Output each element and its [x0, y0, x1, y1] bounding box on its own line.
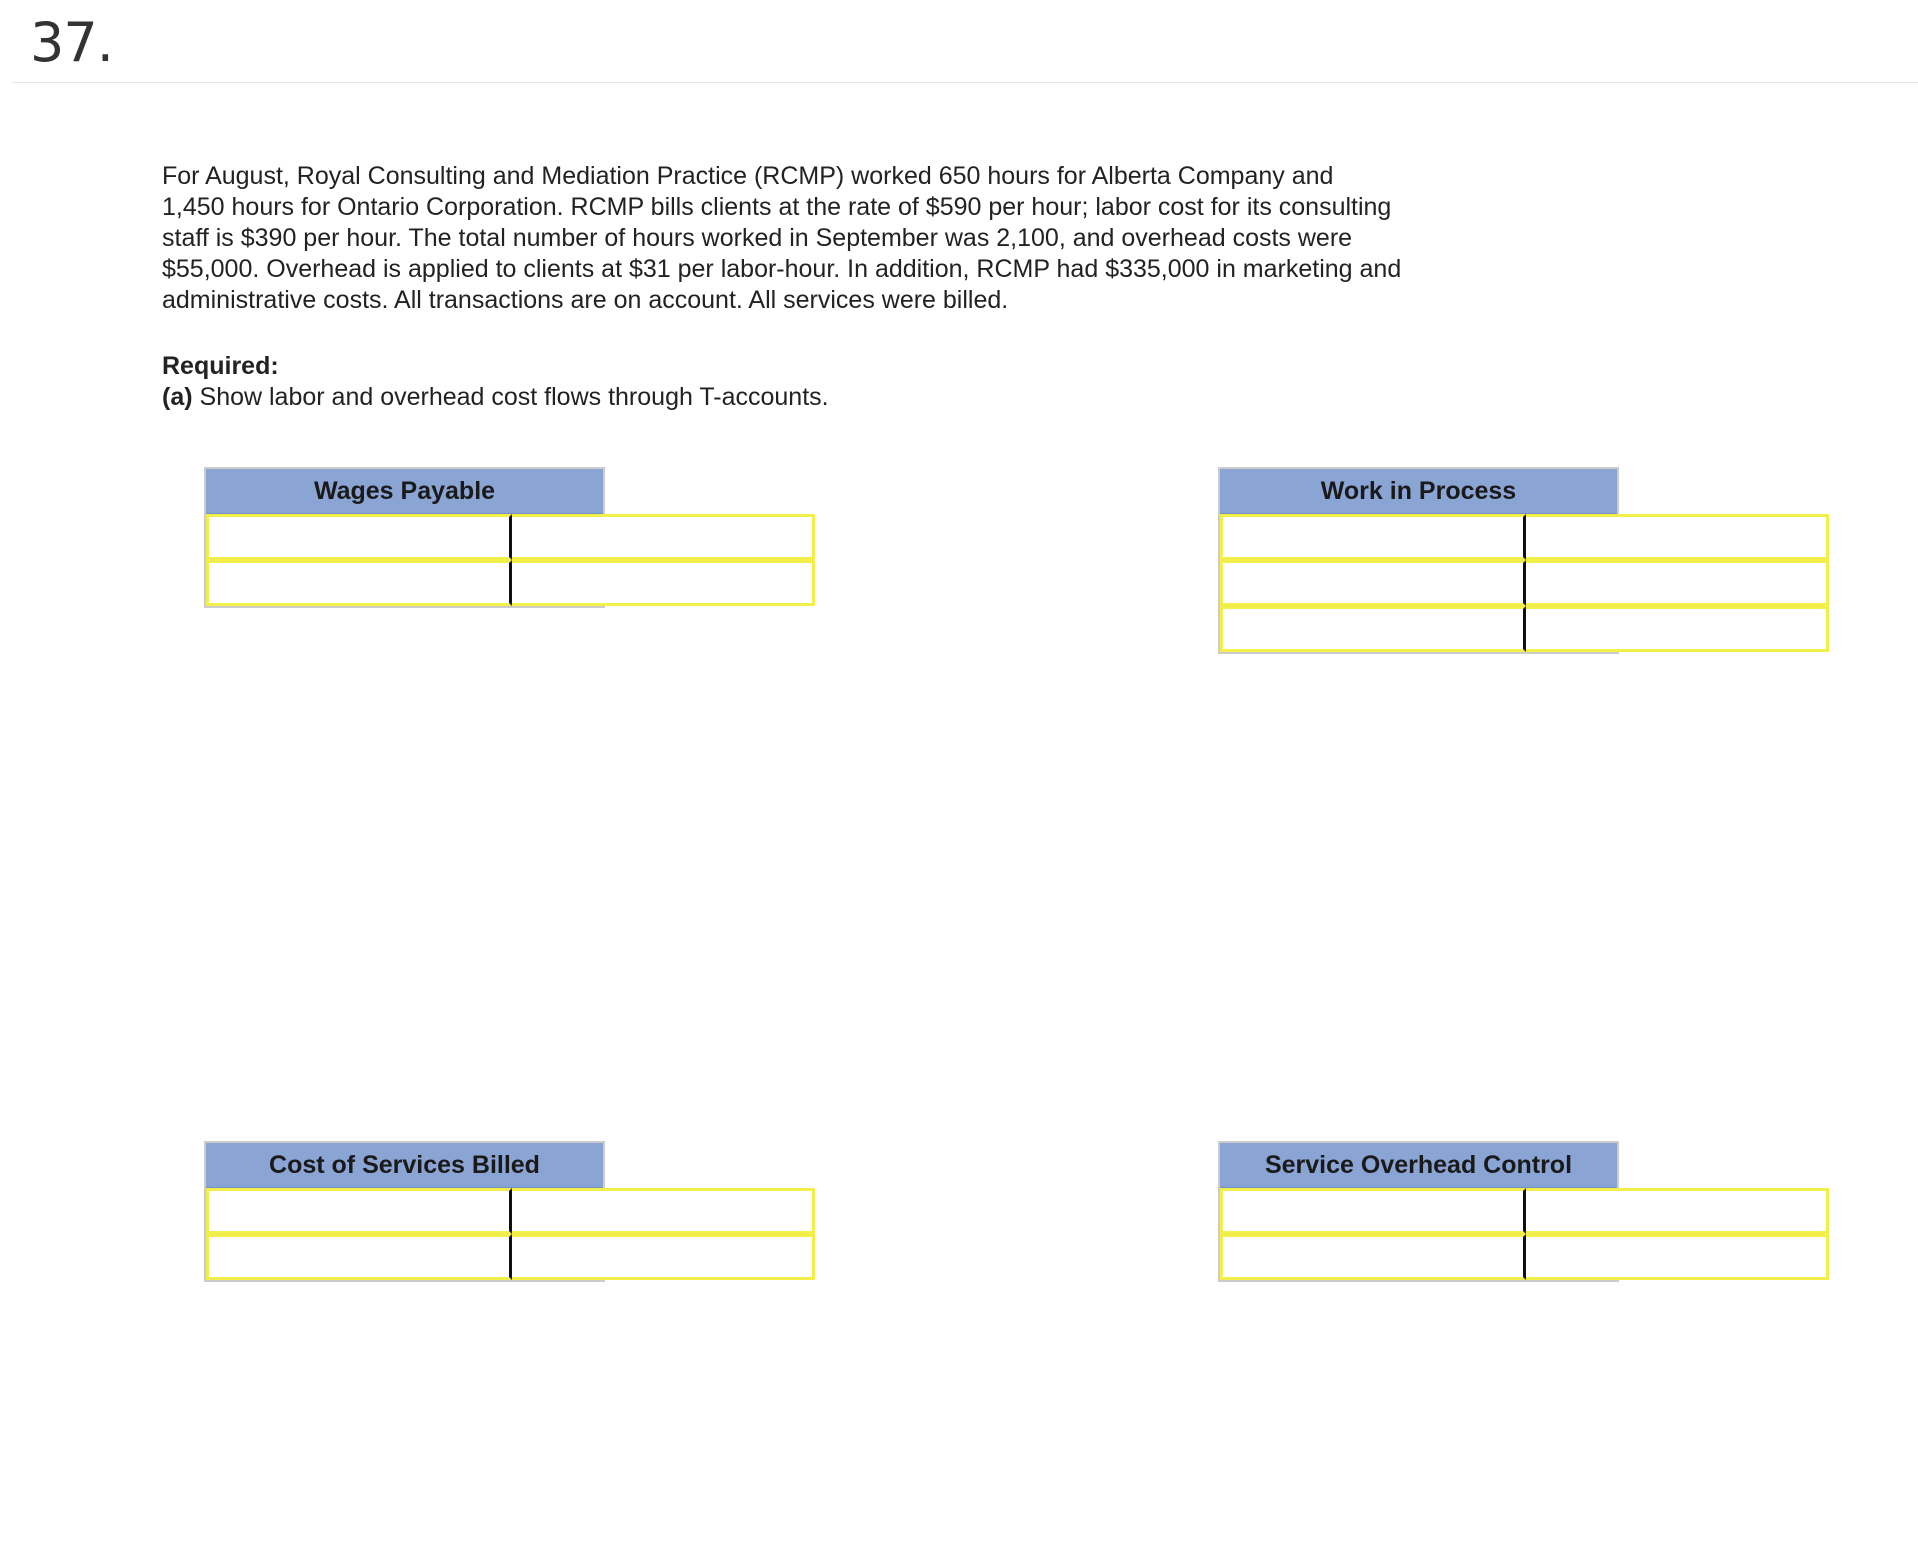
t-account-title: Service Overhead Control [1220, 1143, 1617, 1188]
credit-input[interactable] [512, 1234, 815, 1280]
t-account-row [1220, 1188, 1617, 1234]
t-account-title: Work in Process [1220, 469, 1617, 514]
credit-input[interactable] [1526, 1188, 1829, 1234]
question-number: 37. [30, 11, 113, 74]
required-heading: Required: [162, 352, 279, 380]
debit-input[interactable] [206, 1188, 512, 1234]
debit-input[interactable] [1220, 514, 1526, 560]
debit-input[interactable] [1220, 606, 1526, 652]
t-account-row [1220, 1234, 1617, 1280]
credit-input[interactable] [512, 560, 815, 606]
credit-input[interactable] [1526, 1234, 1829, 1280]
t-account-wages-payable [204, 467, 605, 608]
credit-input[interactable] [1526, 606, 1829, 652]
debit-input[interactable] [1220, 1234, 1526, 1280]
t-account-row [206, 1234, 603, 1280]
t-account-row [206, 514, 603, 560]
t-account-row [1220, 560, 1617, 606]
part-letter: (a) [162, 383, 193, 411]
required-part-a [162, 382, 1162, 413]
required-section [162, 351, 1162, 413]
credit-input[interactable] [1526, 560, 1829, 606]
problem-text: For August, Royal Consulting and Mediation Practice (RCMP) worked 650 hours for Alberta Company and 1,450 hours for Ontario Corporation. RCMP bills clients at the rate of $590 per hour; labor cost for its consulting staff is $390 per hour. The total number of hours worked in September was 2,100, and overhead costs were $55,000. Overhead is applied to clients at $31 per labor-hour. In addition, RCMP had $335,000 in marketing and administrative costs. All transactions are on account. All services were billed. [162, 162, 1402, 314]
credit-input[interactable] [512, 1188, 815, 1234]
t-account-row [1220, 606, 1617, 652]
problem-statement [162, 161, 1402, 316]
credit-input[interactable] [512, 514, 815, 560]
part-text: Show labor and overhead cost flows through T-accounts. [199, 383, 829, 411]
debit-input[interactable] [206, 560, 512, 606]
debit-input[interactable] [1220, 560, 1526, 606]
t-account-cost-of-services-billed [204, 1141, 605, 1282]
debit-input[interactable] [206, 1234, 512, 1280]
t-account-title: Wages Payable [206, 469, 603, 514]
t-account-work-in-process [1218, 467, 1619, 654]
credit-input[interactable] [1526, 514, 1829, 560]
header-divider [12, 82, 1918, 83]
t-account-title: Cost of Services Billed [206, 1143, 603, 1188]
debit-input[interactable] [1220, 1188, 1526, 1234]
debit-input[interactable] [206, 514, 512, 560]
t-account-row [206, 1188, 603, 1234]
t-account-row [206, 560, 603, 606]
t-account-service-overhead-control [1218, 1141, 1619, 1282]
t-account-row [1220, 514, 1617, 560]
